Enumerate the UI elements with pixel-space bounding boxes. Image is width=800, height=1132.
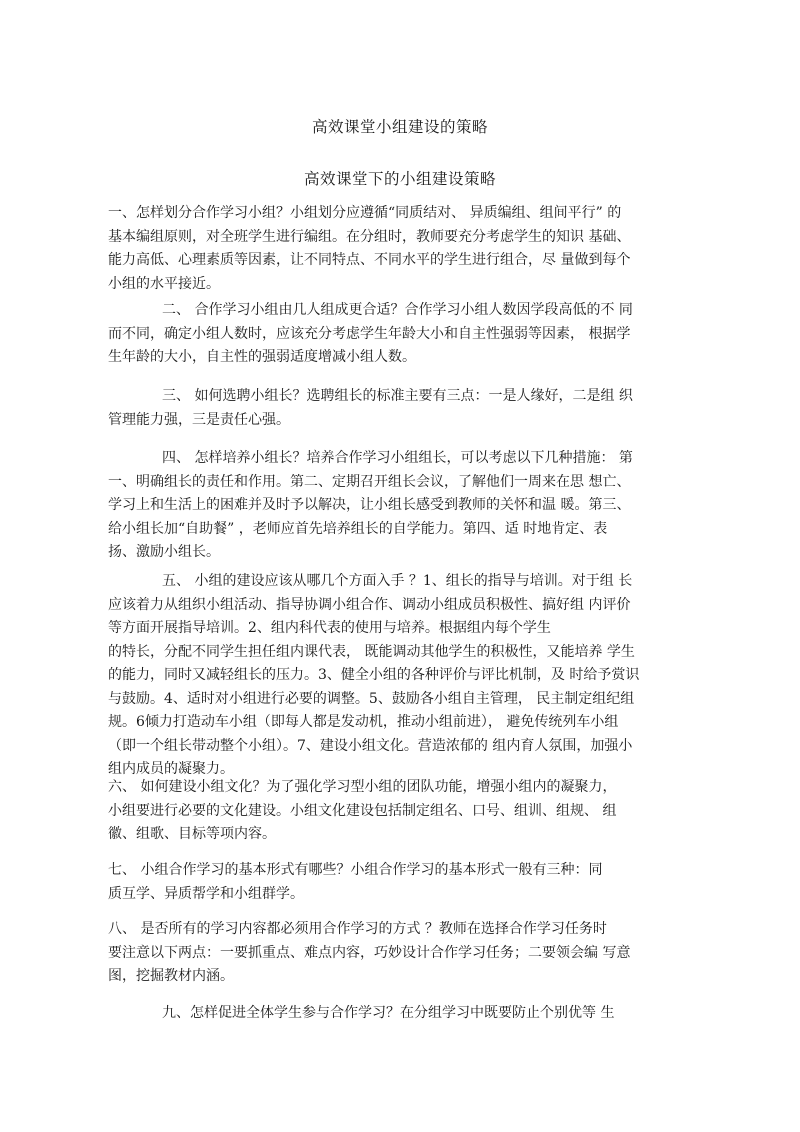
paragraph-line: 九、怎样促进全体学生参与合作学习？在分组学习中既要防止个别优等 生 (162, 1005, 615, 1021)
paragraph-line: 能力高低、心理素质等因素，让不同特点、不同水平的学生进行组合，尽 量做到每个 (108, 252, 631, 268)
paragraph-line: 生年龄的大小，自主性的强弱适度增减小组人数。 (108, 349, 416, 365)
document-subtitle: 高效课堂下的小组建设策略 (303, 170, 496, 188)
paragraph-line: 的能力，同时又减轻组长的压力。3、健全小组的各种评价与评比机制，及 时给予赏识 (108, 667, 640, 683)
paragraph-5 (108, 570, 682, 782)
paragraph-line: 给小组长加“自助餐” ，老师应首先培养组长的自学能力。第四、适 时地肯定、表 (108, 520, 608, 537)
paragraph-line: （即一个组长带动整个小组）。7、建设小组文化。营造浓郁的 组内育人氛围，加强小 (108, 737, 633, 754)
paragraph-line: 六、 如何建设小组文化？为了强化学习型小组的团队功能，增强小组内的凝聚力， (108, 779, 617, 795)
paragraph-line: 小组要进行必要的文化建设。小组文化建设包括制定组名、口号、组训、组规、 组 (108, 802, 617, 819)
paragraph-line: 八、 是否所有的学习内容都必须用合作学习的方式 ？教师在选择合作学习任务时 (108, 921, 607, 937)
paragraph-6 (108, 776, 682, 847)
paragraph-line: 学习上和生活上的困难并及时予以解决，让小组长感受到教师的关怀和温 暖。第三、 (108, 497, 631, 513)
paragraph-3 (108, 385, 682, 432)
paragraph-line: 而不同，确定小组人数时，应该充分考虑学生年龄大小和自主性强弱等因素， 根据学 (108, 325, 631, 342)
paragraph-line: 扬、激励小组长。 (108, 544, 220, 560)
paragraph-line: 一、明确组长的责任和作用。第二、定期召开组长会议，了解他们一周来在思 想亡、 (108, 473, 631, 490)
paragraph-line: 质互学、异质帮学和小组群学。 (108, 885, 304, 902)
paragraph-line: 应该着力从组织小组活动、指导协调小组合作、调动小组成员积极性、搞好组 内评价 (108, 596, 631, 613)
paragraph-line: 七、 小组合作学习的基本形式有哪些？小组合作学习的基本形式一般有三种：同 (108, 862, 603, 878)
paragraph-8 (108, 918, 682, 989)
paragraph-line: 规。6倾力打造动车小组（即每人都是发动机，推动小组前进）， 避免传统列车小组 (108, 714, 619, 730)
paragraph-line: 与鼓励。4、适时对小组进行必要的调整。5、鼓励各小组自主管理， 民主制定组纪组 (108, 690, 635, 707)
paragraph-line: 基本编组原则，对全班学生进行编组。在分组时，教师要充分考虑学生的知识 基础、 (108, 228, 631, 245)
document-title: 高效课堂小组建设的策略 (311, 118, 488, 136)
paragraph-line: 组内成员的凝聚力。 (108, 761, 234, 777)
paragraph-line: 四、 怎样培养小组长？培养合作学习小组组长，可以考虑以下几种措施： 第 (162, 450, 633, 466)
paragraph-4 (108, 447, 682, 565)
paragraph-line: 徽、组歌、目标等项内容。 (108, 826, 276, 842)
paragraph-line: 管理能力强，三是责任心强。 (108, 411, 290, 428)
paragraph-line: 等方面开展指导培训。2、组内科代表的使用与培养。根据组内每个学生 (108, 620, 551, 636)
paragraph-2 (108, 299, 682, 370)
paragraph-1 (108, 202, 682, 296)
paragraph-line: 三、 如何选聘小组长？选聘组长的标准主要有三点：一是人缘好，二是组 织 (162, 388, 633, 404)
paragraph-line: 二、 合作学习小组由几人组成更合适？合作学习小组人数因学段高低的不 同 (162, 302, 633, 318)
paragraph-line: 小组的水平接近。 (108, 275, 220, 292)
paragraph-7 (108, 859, 682, 906)
paragraph-line: 要注意以下两点：一要抓重点、难点内容，巧妙设计合作学习任务；二要领会编 写意 (108, 944, 631, 961)
paragraph-line: 的特长，分配不同学生担任组内课代表， 既能调动其他学生的积极性，又能培养 学生 (108, 643, 635, 660)
paragraph-line: 一、怎样划分合作学习小组？小组划分应遵循“同质结对、 异质编组、组间平行” 的 (108, 205, 622, 221)
paragraph-9 (108, 1002, 682, 1026)
paragraph-line: 五、 小组的建设应该从哪几个方面入手 ？1、组长的指导与培训。对于组 长 (162, 573, 633, 589)
paragraph-line: 图，挖掘教材内涵。 (108, 968, 234, 984)
